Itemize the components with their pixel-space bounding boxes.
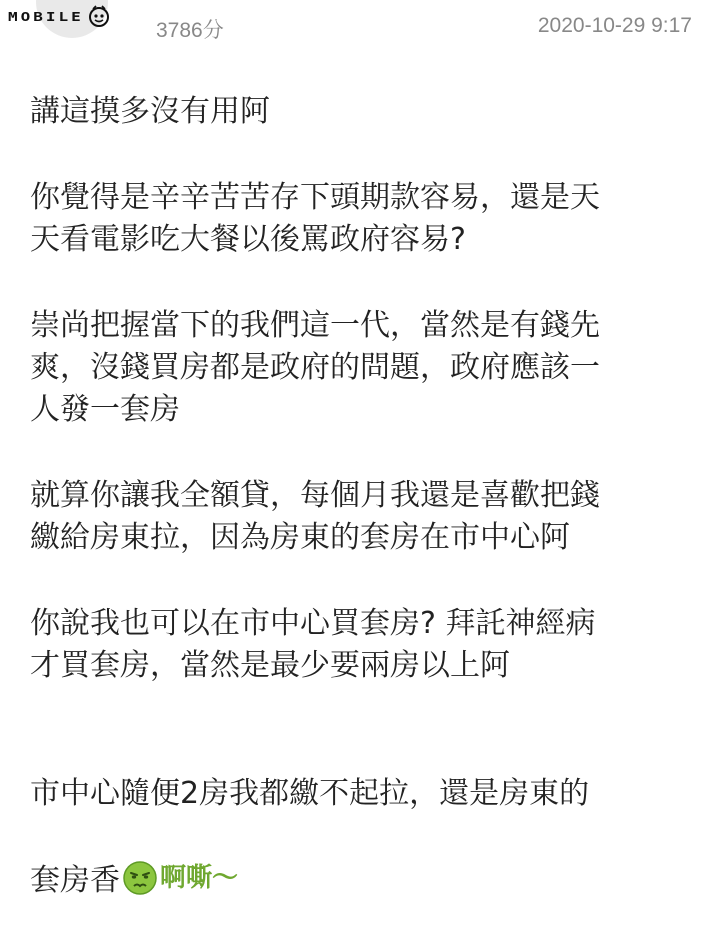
emoticon-label: 啊嘶～ — [160, 863, 239, 893]
paragraph-line: 套房香 — [30, 863, 120, 898]
paragraph-line: 市中心隨便2房我都繳不起拉，還是房東的 — [30, 776, 590, 811]
emoticon — [122, 857, 238, 899]
paragraph: 你覺得是辛辛苦苦存下頭期款容易，還是天 天看電影吃大餐以後罵政府容易? — [30, 180, 600, 257]
logo-face-icon — [87, 4, 111, 28]
post-timestamp: 2020-10-29 9:17 — [537, 14, 692, 37]
paragraph — [30, 731, 700, 902]
green-face-icon — [122, 860, 158, 896]
paragraph: 講這摸多沒有用阿 — [30, 94, 270, 129]
site-logo — [8, 4, 111, 28]
post-header — [0, 0, 720, 56]
paragraph: 就算你讓我全額貸，每個月我還是喜歡把錢 繳給房東拉，因為房東的套房在市中心阿 — [30, 478, 600, 555]
post-body — [30, 91, 700, 902]
user-points: 3786分 — [156, 19, 224, 42]
logo-text: MOBILE — [8, 8, 84, 24]
paragraph: 你說我也可以在市中心買套房? 拜託神經病 才買套房，當然是最少要兩房以上阿 — [30, 606, 596, 683]
paragraph: 崇尚把握當下的我們這一代，當然是有錢先 爽，沒錢買房都是政府的問題，政府應該一 人發一套房 — [30, 308, 600, 427]
